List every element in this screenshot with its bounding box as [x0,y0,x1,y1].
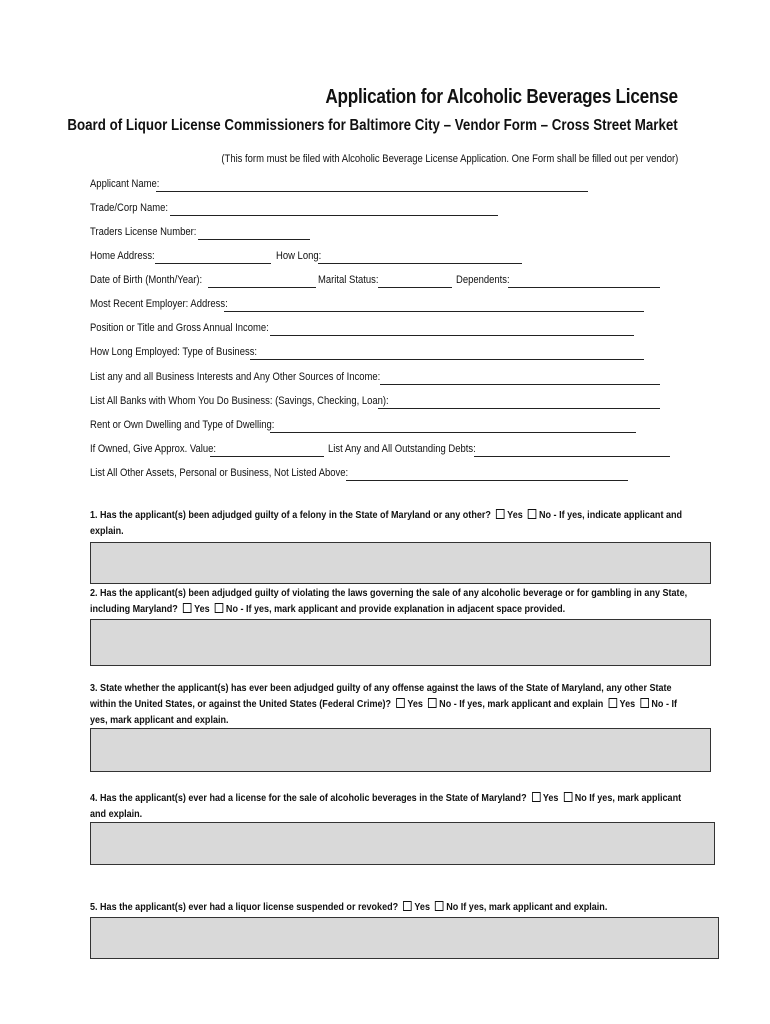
q4-no-checkbox[interactable] [564,792,573,802]
how-long-employed-label: How Long Employed: Type of Business: [90,346,258,358]
debts-label: List Any and All Outstanding Debts: [328,443,476,455]
how-long-field[interactable] [318,263,522,264]
trade-corp-field[interactable] [170,215,498,216]
q5-yes-label: Yes [414,901,430,913]
q5-yes-checkbox[interactable] [403,901,412,911]
q2-no-checkbox[interactable] [215,603,224,613]
question-5-text: 5. Has the applicant(s) ever had a liquor license suspended or revoked? [90,901,399,913]
banks-field[interactable] [378,408,660,409]
question-2-text: 2. Has the applicant(s) been adjudged guilty of violating the laws governing the sale of any alcoholic beverage or for gambling in any State, including Maryland? [90,587,688,615]
applicant-name-field[interactable] [156,191,588,192]
question-1-answer-box[interactable] [90,542,711,584]
other-assets-field[interactable] [346,480,628,481]
q2-yes-label: Yes [194,603,210,615]
question-5 [90,899,690,915]
other-assets-label: List All Other Assets, Personal or Business, Not Listed Above: [90,467,349,479]
form-note: (This form must be filed with Alcoholic Beverage License Application. One Form shall be filled out per vendor) [221,153,678,165]
owned-value-label: If Owned, Give Approx. Value: [90,443,217,455]
dob-field[interactable] [208,287,316,288]
question-3 [90,680,690,728]
q1-yes-label: Yes [507,509,523,521]
q1-yes-checkbox[interactable] [496,509,505,519]
dependents-label: Dependents: [456,274,510,286]
q3-no-checkbox[interactable] [428,698,437,708]
question-5-answer-box[interactable] [90,917,719,959]
q3-mid-label: No - If yes, mark applicant and explain [439,698,604,710]
question-4-text: 4. Has the applicant(s) ever had a license for the sale of alcoholic beverages in the State of Maryland? [90,792,527,804]
q3-no-label: No - If yes, mark applicant and explain. [90,698,677,726]
q3-yes-label: Yes [407,698,423,710]
dependents-field[interactable] [508,287,660,288]
q4-yes-label: Yes [542,792,559,804]
rent-own-field[interactable] [270,432,636,433]
banks-label: List All Banks with Whom You Do Business: (Savings, Checking, Loan): [90,395,389,407]
rent-own-label: Rent or Own Dwelling and Type of Dwelling: [90,419,275,431]
question-1 [90,507,690,539]
owned-value-field[interactable] [210,456,324,457]
q2-yes-checkbox[interactable] [183,603,192,613]
q5-no-label: No If yes, mark applicant and explain. [446,901,608,913]
how-long-label: How Long: [276,250,322,262]
home-address-field[interactable] [155,263,271,264]
q1-no-checkbox[interactable] [528,509,537,519]
debts-field[interactable] [474,456,670,457]
traders-license-field[interactable] [198,239,310,240]
marital-status-field[interactable] [378,287,452,288]
marital-status-label: Marital Status: [318,274,379,286]
q3-no-checkbox-2[interactable] [640,698,649,708]
q4-no-label: No If yes, mark applicant and explain. [90,792,682,820]
position-income-label: Position or Title and Gross Annual Income: [90,322,269,334]
dob-label: Date of Birth (Month/Year): [90,274,203,286]
q3-yes-label-2: Yes [619,698,636,710]
question-3-answer-box[interactable] [90,728,711,772]
q3-yes-checkbox[interactable] [396,698,405,708]
position-income-field[interactable] [270,335,634,336]
question-1-text: 1. Has the applicant(s) been adjudged guilty of a felony in the State of Maryland or any other? [90,509,491,521]
recent-employer-label: Most Recent Employer: Address: [90,298,228,310]
trade-corp-label: Trade/Corp Name: [90,202,168,214]
recent-employer-field[interactable] [224,311,644,312]
question-3-text: 3. State whether the applicant(s) has ever been adjudged guilty of any offense against the laws of the State of Maryland, any other State within the United States, or against the United States (Federal Crime)? [90,682,672,710]
q3-yes-checkbox-2[interactable] [608,698,617,708]
question-4-answer-box[interactable] [90,822,715,865]
q1-no-label: No - If yes, indicate applicant and explain. [90,509,683,537]
home-address-label: Home Address: [90,250,155,262]
question-2 [90,585,690,617]
business-interests-field[interactable] [380,384,660,385]
applicant-name-label: Applicant Name: [90,178,160,190]
q5-no-checkbox[interactable] [435,901,444,911]
traders-license-label: Traders License Number: [90,226,197,238]
how-long-employed-field[interactable] [250,359,644,360]
business-interests-label: List any and all Business Interests and Any Other Sources of Income: [90,371,381,383]
form-subtitle: Board of Liquor License Commissioners for Baltimore City – Vendor Form – Cross Street Market [67,117,678,134]
q2-no-label: No - If yes, mark applicant and provide explanation in adjacent space provided. [225,603,566,615]
form-title: Application for Alcoholic Beverages License [325,86,678,108]
question-4 [90,790,690,822]
question-2-answer-box[interactable] [90,619,711,666]
q4-yes-checkbox[interactable] [532,792,541,802]
